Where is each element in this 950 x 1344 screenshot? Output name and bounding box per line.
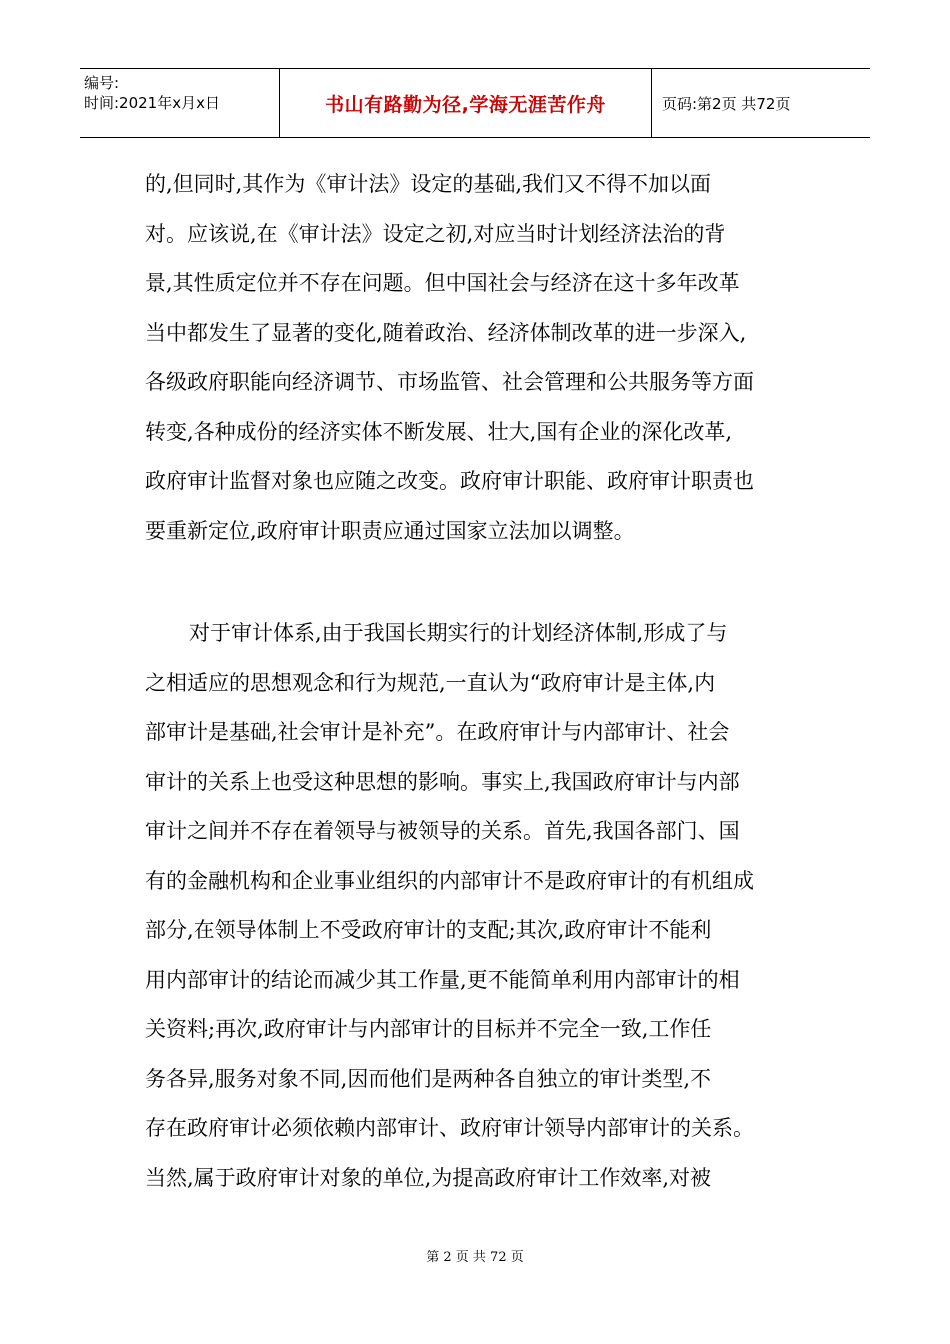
footer-page-number: 第 2 页 共 72 页 (426, 1250, 524, 1265)
text-line: 审计的关系上也受这种思想的影响。事实上,我国政府审计与内部 (145, 769, 740, 794)
document-header (80, 68, 870, 138)
text-line: 各级政府职能向经济调节、市场监管、社会管理和公共服务等方面 (145, 370, 754, 394)
text-line: 部分,在领导体制上不受政府审计的支配;其次,政府审计不能利 (145, 918, 712, 942)
motto: 书山有路勤为径,学海无涯苦作舟 (325, 93, 606, 116)
text-line: 要重新定位,政府审计职责应通过国家立法加以调整。 (145, 518, 635, 543)
text-line: 有的金融机构和企业事业组织的内部审计不是政府审计的有机组成 (145, 868, 754, 893)
text-line: 政府审计监督对象也应随之改变。政府审计职能、政府审计职责也 (145, 469, 754, 493)
header-meta (80, 69, 280, 137)
page-footer (0, 1246, 950, 1265)
text-line: 审计之间并不存在着领导与被领导的关系。首先,我国各部门、国 (145, 819, 740, 843)
paragraph-1 (145, 160, 810, 556)
time-label: 时间:2021年x月x日 (84, 94, 220, 112)
text-line: 景,其性质定位并不存在问题。但中国社会与经济在这十多年改革 (145, 271, 740, 295)
text-line: 关资料;再次,政府审计与内部审计的目标并不完全一致,工作任 (145, 1017, 712, 1041)
text-line: 存在政府审计必须依赖内部审计、政府审计领导内部审计的关系。 (145, 1116, 754, 1140)
text-line: 的,但同时,其作为《审计法》设定的基础,我们又不得不加以面 (145, 172, 712, 196)
text-line: 之相适应的思想观念和行为规范,一直认为“政府审计是主体,内 (145, 670, 716, 695)
text-line: 当中都发生了显著的变化,随着政治、经济体制改革的进一步深入, (145, 320, 747, 345)
text-line: 当然,属于政府审计对象的单位,为提高政府审计工作效率,对被 (145, 1165, 712, 1190)
text-line: 务各异,服务对象不同,因而他们是两种各自独立的审计类型,不 (145, 1066, 712, 1091)
page-label: 页码:第2页 共72页 (662, 94, 791, 113)
text-line: 对于审计体系,由于我国长期实行的计划经济体制,形成了与 (189, 621, 728, 645)
header-page-cell (652, 69, 870, 137)
text-line: 用内部审计的结论而减少其工作量,更不能简单利用内部审计的相 (145, 967, 740, 992)
text-line: 转变,各种成份的经济实体不断发展、壮大,国有企业的深化改革, (145, 419, 733, 444)
header-motto-cell (280, 69, 652, 137)
text-line: 对。应该说,在《审计法》设定之初,对应当时计划经济法治的背 (145, 221, 726, 246)
paragraph-2 (145, 609, 810, 1203)
text-line: 部审计是基础,社会审计是补充”。在政府审计与内部审计、社会 (145, 720, 730, 744)
number-label: 编号: (84, 74, 120, 92)
